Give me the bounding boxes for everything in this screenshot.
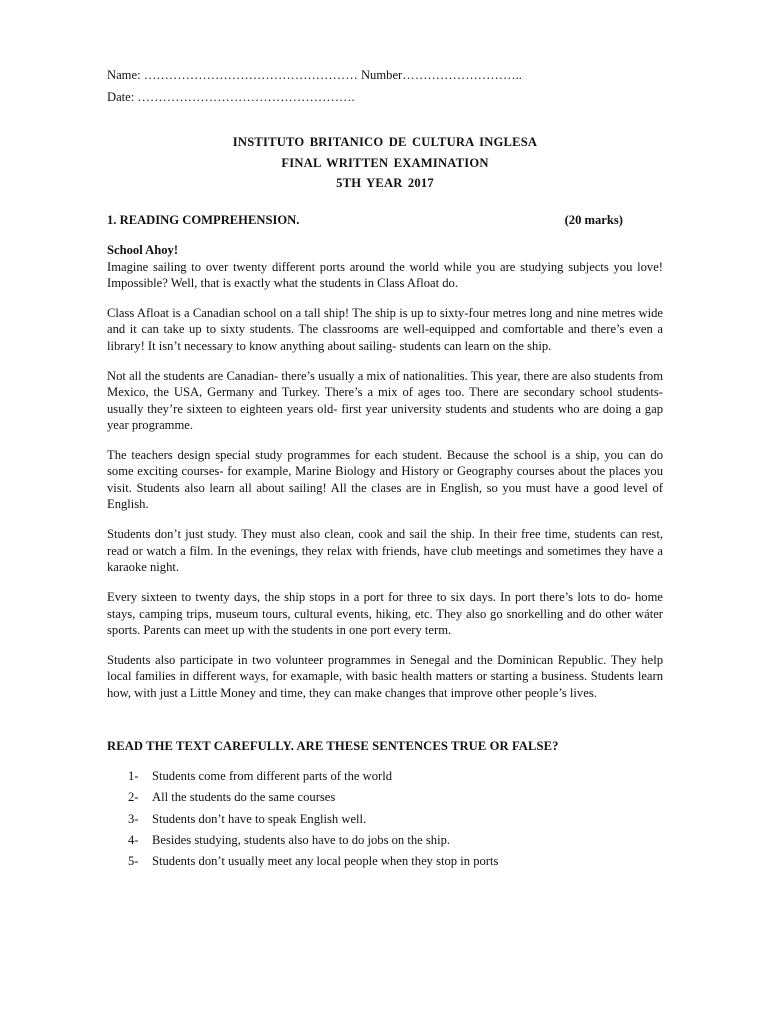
item-text: Students come from different parts of the world — [152, 769, 393, 784]
section-header — [107, 211, 663, 229]
section-title: 1. READING COMPREHENSION. — [107, 212, 300, 227]
reading-paragraph: Every sixteen to twenty days, the ship stops in a port for three to six days. In port there’s lots to do- home stays, camping trips, museum tours, cultural events, hiking, etc. They also go snorkelling and do other wáter sports. Parents can meet up with the students in one port every term. — [107, 590, 663, 637]
item-text: Besides studying, students also have to do jobs on the ship. — [152, 832, 451, 847]
item-text: Students don’t usually meet any local people when they stop in ports — [152, 854, 499, 869]
true-false-list — [107, 766, 663, 872]
exam-page — [107, 64, 663, 873]
reading-paragraph: Students don’t just study. They must also clean, cook and sail the ship. In their free time, students can rest, read or watch a film. In the evenings, they relax with friends, have club meetings and sometimes they have a karaoke night. — [107, 527, 663, 574]
reading-paragraph: Class Afloat is a Canadian school on a tall ship! The ship is up to sixty-four metres long and nine metres wide and it can take up to sixty students. The classrooms are well-equipped and comfortable and there’s even a library! It isn’t necessary to know anything about sailing- students can learn on the ship. — [107, 306, 663, 353]
item-text: Students don’t have to speak English well. — [152, 811, 367, 826]
reading-title: School Ahoy! — [107, 242, 179, 257]
date-line: Date: ……………………………………………. — [107, 90, 355, 104]
list-item — [128, 787, 663, 808]
reading-paragraph: Not all the students are Canadian- there’s usually a mix of nationalities. This year, there are also students from Mexico, the USA, Germany and Turkey. There’s a mix of ages too. There are secondary school students- usually they’re sixteen to eighteen years old- first year university students and students who are doing a gap year programme. — [107, 368, 663, 432]
section-marks: (20 marks) — [564, 212, 623, 227]
institute-title: INSTITUTO BRITANICO DE CULTURA INGLESA — [232, 135, 538, 149]
item-text: All the students do the same courses — [152, 790, 336, 805]
exam-heading — [107, 132, 663, 194]
item-number: 3- — [128, 811, 139, 826]
name-number-line: Name: …………………………………………… Number……………………….. — [107, 68, 522, 82]
year-title: 5TH YEAR 2017 — [336, 176, 434, 190]
exam-title: FINAL WRITTEN EXAMINATION — [281, 155, 489, 170]
item-number: 2- — [128, 790, 139, 805]
reading-paragraph: Students also participate in two volunteer programmes in Senegal and the Dominican Republic. They help local families in different ways, for examaple, with basic health matters or starting a business. Students learn how, with just a Little Money and time, they can make changes that improve other people’s lives. — [107, 653, 663, 700]
exercise-instruction: READ THE TEXT CAREFULLY. ARE THESE SENTENCES TRUE OR FALSE? — [107, 739, 559, 754]
item-number: 1- — [128, 769, 139, 784]
item-number: 4- — [128, 832, 139, 847]
list-item — [128, 809, 663, 830]
list-item — [128, 830, 663, 851]
list-item — [128, 851, 663, 872]
reading-paragraph: Imagine sailing to over twenty different ports around the world while you are studying subjects you love! Impossible? Well, that is exactly what the students in Class Afloat do. — [107, 259, 663, 290]
list-item — [128, 766, 663, 787]
item-number: 5- — [128, 854, 139, 869]
reading-paragraph: The teachers design special study programmes for each student. Because the school is a ship, you can do some exciting courses- for example, Marine Biology and History or Geography courses about the places you visit. Students also learn all about sailing! All the clases are in English, so you must have a good level of English. — [107, 448, 663, 512]
